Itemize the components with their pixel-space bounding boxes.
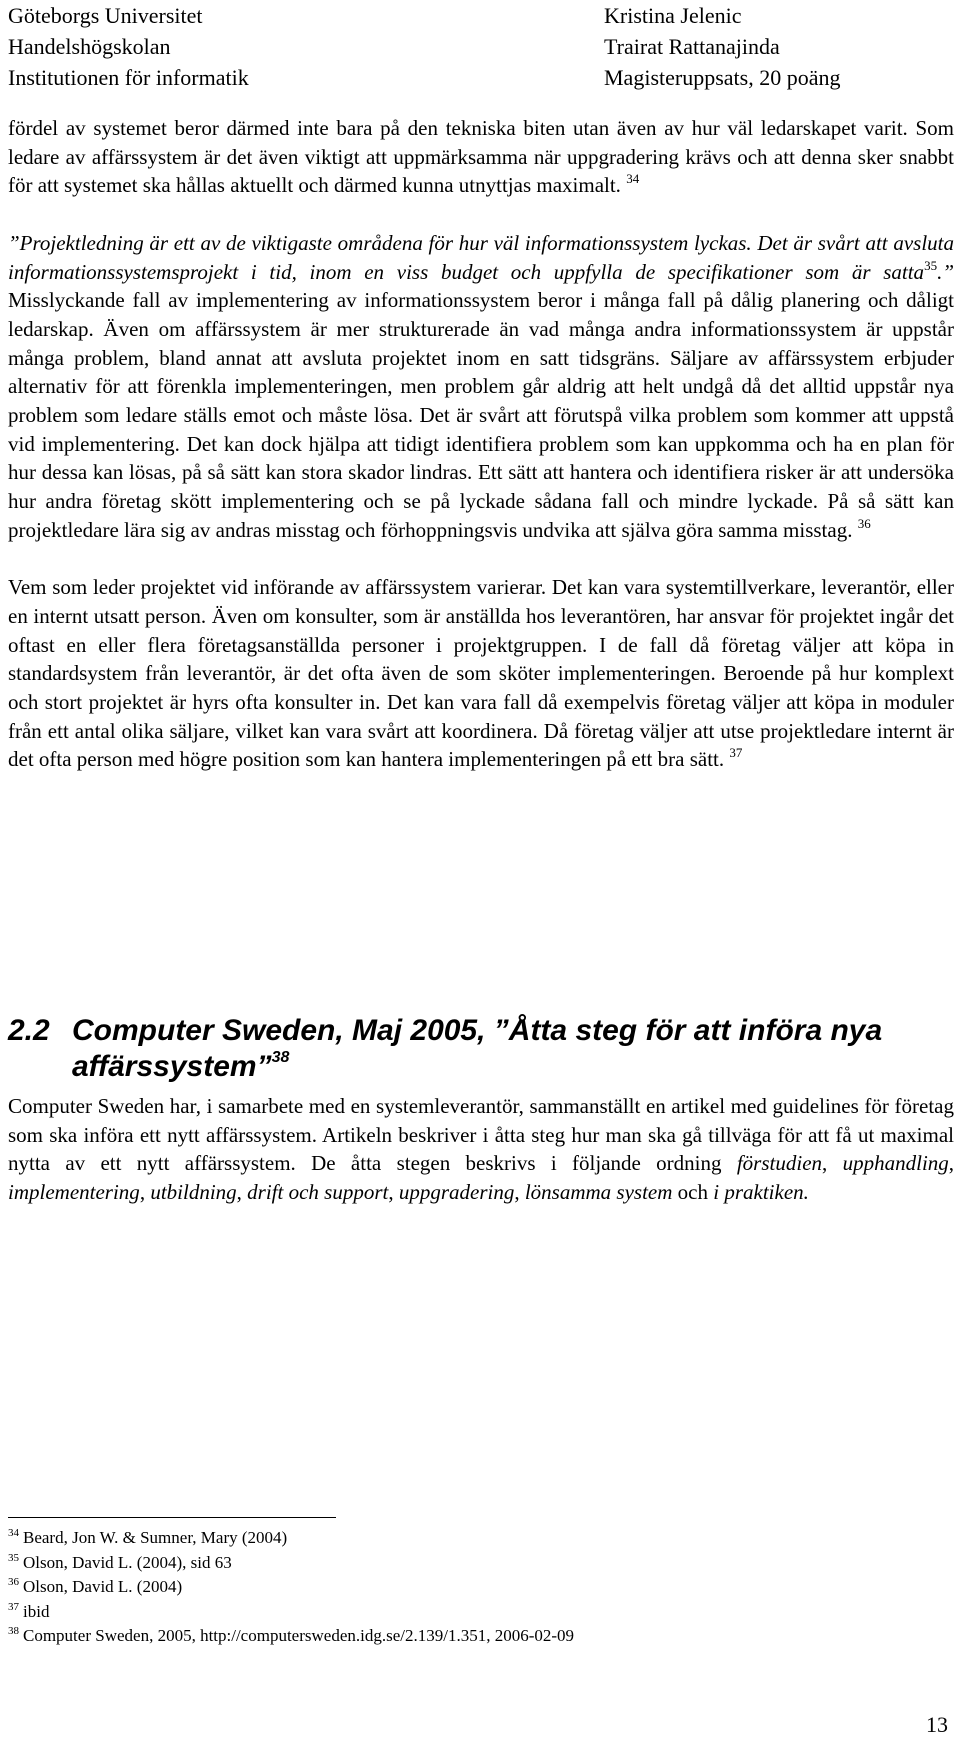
header-right bbox=[604, 0, 840, 93]
step-6: uppgradering bbox=[398, 1180, 515, 1205]
step-8: i praktiken. bbox=[713, 1180, 809, 1205]
step-7: lönsamma system bbox=[524, 1180, 673, 1205]
footnote-number: 38 bbox=[8, 1625, 19, 1638]
footnote-ref-35[interactable]: 35 bbox=[924, 257, 938, 273]
footnote-number: 34 bbox=[8, 1527, 19, 1539]
header-school: Handelshögskolan bbox=[8, 34, 171, 59]
footnote-38 bbox=[8, 1624, 574, 1649]
header-thesis-type: Magisteruppsats, 20 poäng bbox=[604, 65, 841, 90]
quote-end: .” bbox=[937, 259, 954, 284]
footnote-text: ibid bbox=[23, 1601, 50, 1621]
footnote-ref-34[interactable]: 34 bbox=[626, 171, 640, 187]
paragraph-3 bbox=[8, 573, 954, 774]
footnote-text: Computer Sweden, 2005, http://computersweden.idg.se/2.139/1.351, 2006-02-09 bbox=[23, 1626, 575, 1646]
section-number: 2.2 bbox=[8, 1014, 50, 1047]
header-left bbox=[8, 0, 249, 93]
body-block-2 bbox=[8, 1092, 954, 1207]
header-author-2: Trairat Rattanajinda bbox=[604, 34, 780, 59]
footnote-text: Beard, Jon W. & Sumner, Mary (2004) bbox=[23, 1528, 288, 1547]
paragraph-1 bbox=[8, 114, 954, 200]
paragraph-3-text: Vem som leder projektet vid införande av affärssystem varierar. Det kan vara systemtillverkare, leverantör, eller en internt utsatt person. Även om konsulter, som är anställda hos leverantören, har ansvar för projektet ingår det oftast en eller flera företagsanställda personer i projektgruppen. I de fall då företag väljer att köpa in standardsystem från leverantör, är det ofta även de som sköter implementeringen. Beroende på hur komplext och stort projektet är hyrs ofta konsulter in. Det kan vara fall då exempelvis företag väljer att köpa in moduler från ett antal olika säljare, vilket kan vara svårt att koordinera. Då företag väljer att utse projektledare internt är det ofta person med högre position som kan hantera implementeringen på ett bra sätt. bbox=[8, 575, 954, 772]
footnotes bbox=[8, 1526, 574, 1649]
footnote-34 bbox=[8, 1526, 574, 1551]
footnote-number: 35 bbox=[8, 1551, 19, 1564]
header-department: Institutionen för informatik bbox=[8, 65, 249, 90]
step-1: förstudien bbox=[736, 1151, 823, 1176]
footnote-ref-37[interactable]: 37 bbox=[729, 745, 743, 761]
footnote-divider bbox=[8, 1517, 336, 1518]
paragraph-4: Computer Sweden har, i samarbete med en systemleverantör, sammanställt en artikel med guidelines för företag som ska införa ett nytt affärssystem. Artikeln beskriver i åtta steg hur man ska gå tillväga för att få ut maximal nytta av ett nytt affärssystem. De åtta stegen beskrivs i följande ordning förstudien, upphandling, implementering, utbildning, drift och support, uppgradering, lönsamma system och i praktiken. bbox=[8, 1094, 955, 1205]
step-4: utbildning bbox=[150, 1180, 237, 1205]
section-title-line-2: affärssystem” bbox=[72, 1050, 272, 1083]
header-university: Göteborgs Universitet bbox=[8, 3, 203, 28]
paragraph-1-text: fördel av systemet beror därmed inte bara på den tekniska biten utan även av hur väl ledarskapet varit. Som ledare av affärssystem är det även viktigt att uppmärksamma när uppgradering krävs och att denna sker snabbt för att systemet ska hållas aktuellt och därmed kunna utnyttjas maximalt. bbox=[8, 116, 954, 198]
footnote-number: 37 bbox=[8, 1600, 19, 1613]
footnote-35 bbox=[8, 1551, 574, 1576]
section-heading bbox=[8, 1013, 954, 1085]
paragraph-2 bbox=[8, 229, 954, 545]
footnote-ref-38[interactable]: 38 bbox=[271, 1049, 290, 1066]
footnote-text: Olson, David L. (2004) bbox=[23, 1577, 183, 1597]
footnote-37 bbox=[8, 1600, 574, 1625]
paragraph-2-text: Misslyckande fall av implementering av informationssystem beror i många fall på dålig planering och dåligt ledarskap. Även om affärssystem är mer strukturerade än vad många andra informationssystem är uppstår många problem, bland annat att avsluta projektet inom en satt tidsgräns. Säljare av affärssystem erbjuder alternativ för att förenkla implementeringen, men problem går aldrig att helt undgå då det alltid uppstår nya problem som ledare ställs emot och måste lösa. Det är svårt att förutspå vilka problem som kommer att uppstå vid implementering. Det kan dock hjälpa att tidigt identifiera problem som kan uppkomma och ha en plan för hur dessa kan lösas, på så sätt kan stora skador lindras. Ett sätt att hantera och identifiera risker är att undersöka hur andra företag skött implementering och se på lyckade sådana fall och mindre lyckade. På så sätt kan projektledare lära sig av andras misstag och förhoppningsvis undvika att själva göra samma misstag. bbox=[8, 288, 954, 542]
footnote-number: 36 bbox=[8, 1576, 19, 1589]
page-number: 13 bbox=[926, 1712, 948, 1737]
paragraph-4-text: Computer Sweden har, i samarbete med en systemleverantör, sammanställt en artikel med guidelines för företag som ska införa ett nytt affärssystem. Artikeln beskriver i åtta steg hur man ska gå tillväga för att få ut maximal nytta av ett nytt affärssystem. De åtta stegen beskrivs i följande ordning bbox=[8, 1094, 954, 1176]
body-block-1 bbox=[8, 114, 954, 774]
conjunction: och bbox=[677, 1180, 708, 1205]
header-author-1: Kristina Jelenic bbox=[604, 3, 742, 28]
step-3: implementering bbox=[8, 1180, 140, 1205]
footnote-text: Olson, David L. (2004), sid 63 bbox=[23, 1552, 232, 1572]
step-2: upphandling bbox=[842, 1151, 949, 1176]
step-5: drift och support bbox=[247, 1180, 389, 1205]
section-title-line-1: Computer Sweden, Maj 2005, ”Åtta steg för att införa nya bbox=[72, 1014, 883, 1047]
quote-text: ”Projektledning är ett av de viktigaste områdena för hur väl informationssystem lyckas. Det är svårt att avsluta informationssystemsprojekt i tid, inom en viss budget och uppfylla de specifikationer som är satta bbox=[8, 230, 954, 284]
footnote-ref-36[interactable]: 36 bbox=[857, 515, 871, 531]
footnote-36 bbox=[8, 1575, 574, 1600]
